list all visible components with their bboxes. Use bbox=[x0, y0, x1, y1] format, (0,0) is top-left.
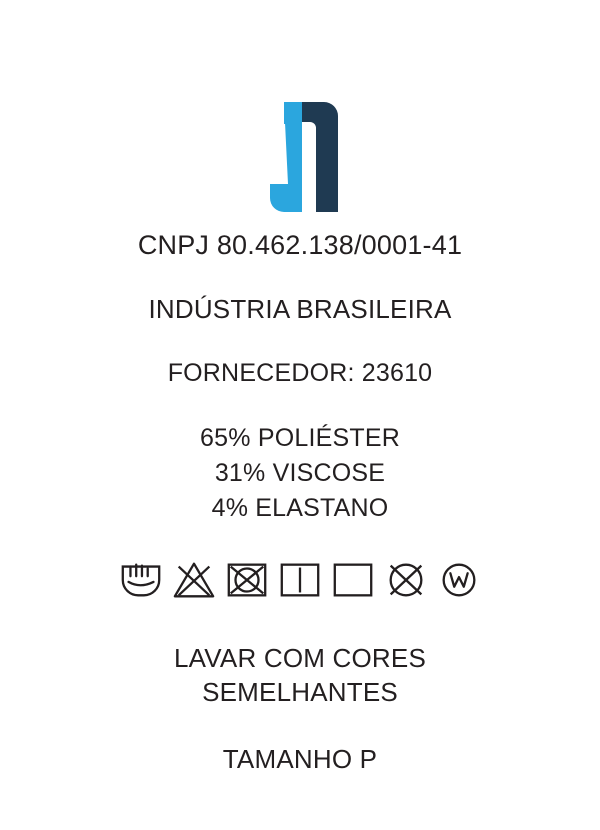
care-symbol-row bbox=[118, 557, 482, 603]
do-not-tumble-dry-icon bbox=[224, 557, 270, 603]
wet-clean-icon bbox=[436, 557, 482, 603]
instruction-line: LAVAR COM CORES bbox=[174, 643, 426, 673]
composition-line: 31% VISCOSE bbox=[214, 459, 386, 487]
do-not-iron-icon bbox=[330, 557, 376, 603]
composition-line: 4% ELASTANO bbox=[211, 494, 389, 522]
instruction-line: SEMELHANTES bbox=[202, 677, 398, 707]
drip-dry-icon bbox=[277, 557, 323, 603]
hand-wash-icon bbox=[118, 557, 164, 603]
brand-logo-h-icon bbox=[240, 88, 360, 218]
size-text: TAMANHO P bbox=[222, 744, 378, 774]
composition-block bbox=[200, 424, 400, 523]
care-instructions bbox=[174, 643, 426, 708]
do-not-bleach-icon bbox=[171, 557, 217, 603]
brand-logo bbox=[240, 88, 360, 218]
origin-text: INDÚSTRIA BRASILEIRA bbox=[148, 294, 452, 324]
cnpj-text: CNPJ 80.462.138/0001-41 bbox=[137, 230, 463, 260]
composition-line: 65% POLIÉSTER bbox=[200, 424, 400, 452]
do-not-dry-clean-icon bbox=[383, 557, 429, 603]
supplier-text: FORNECEDOR: 23610 bbox=[167, 359, 433, 387]
